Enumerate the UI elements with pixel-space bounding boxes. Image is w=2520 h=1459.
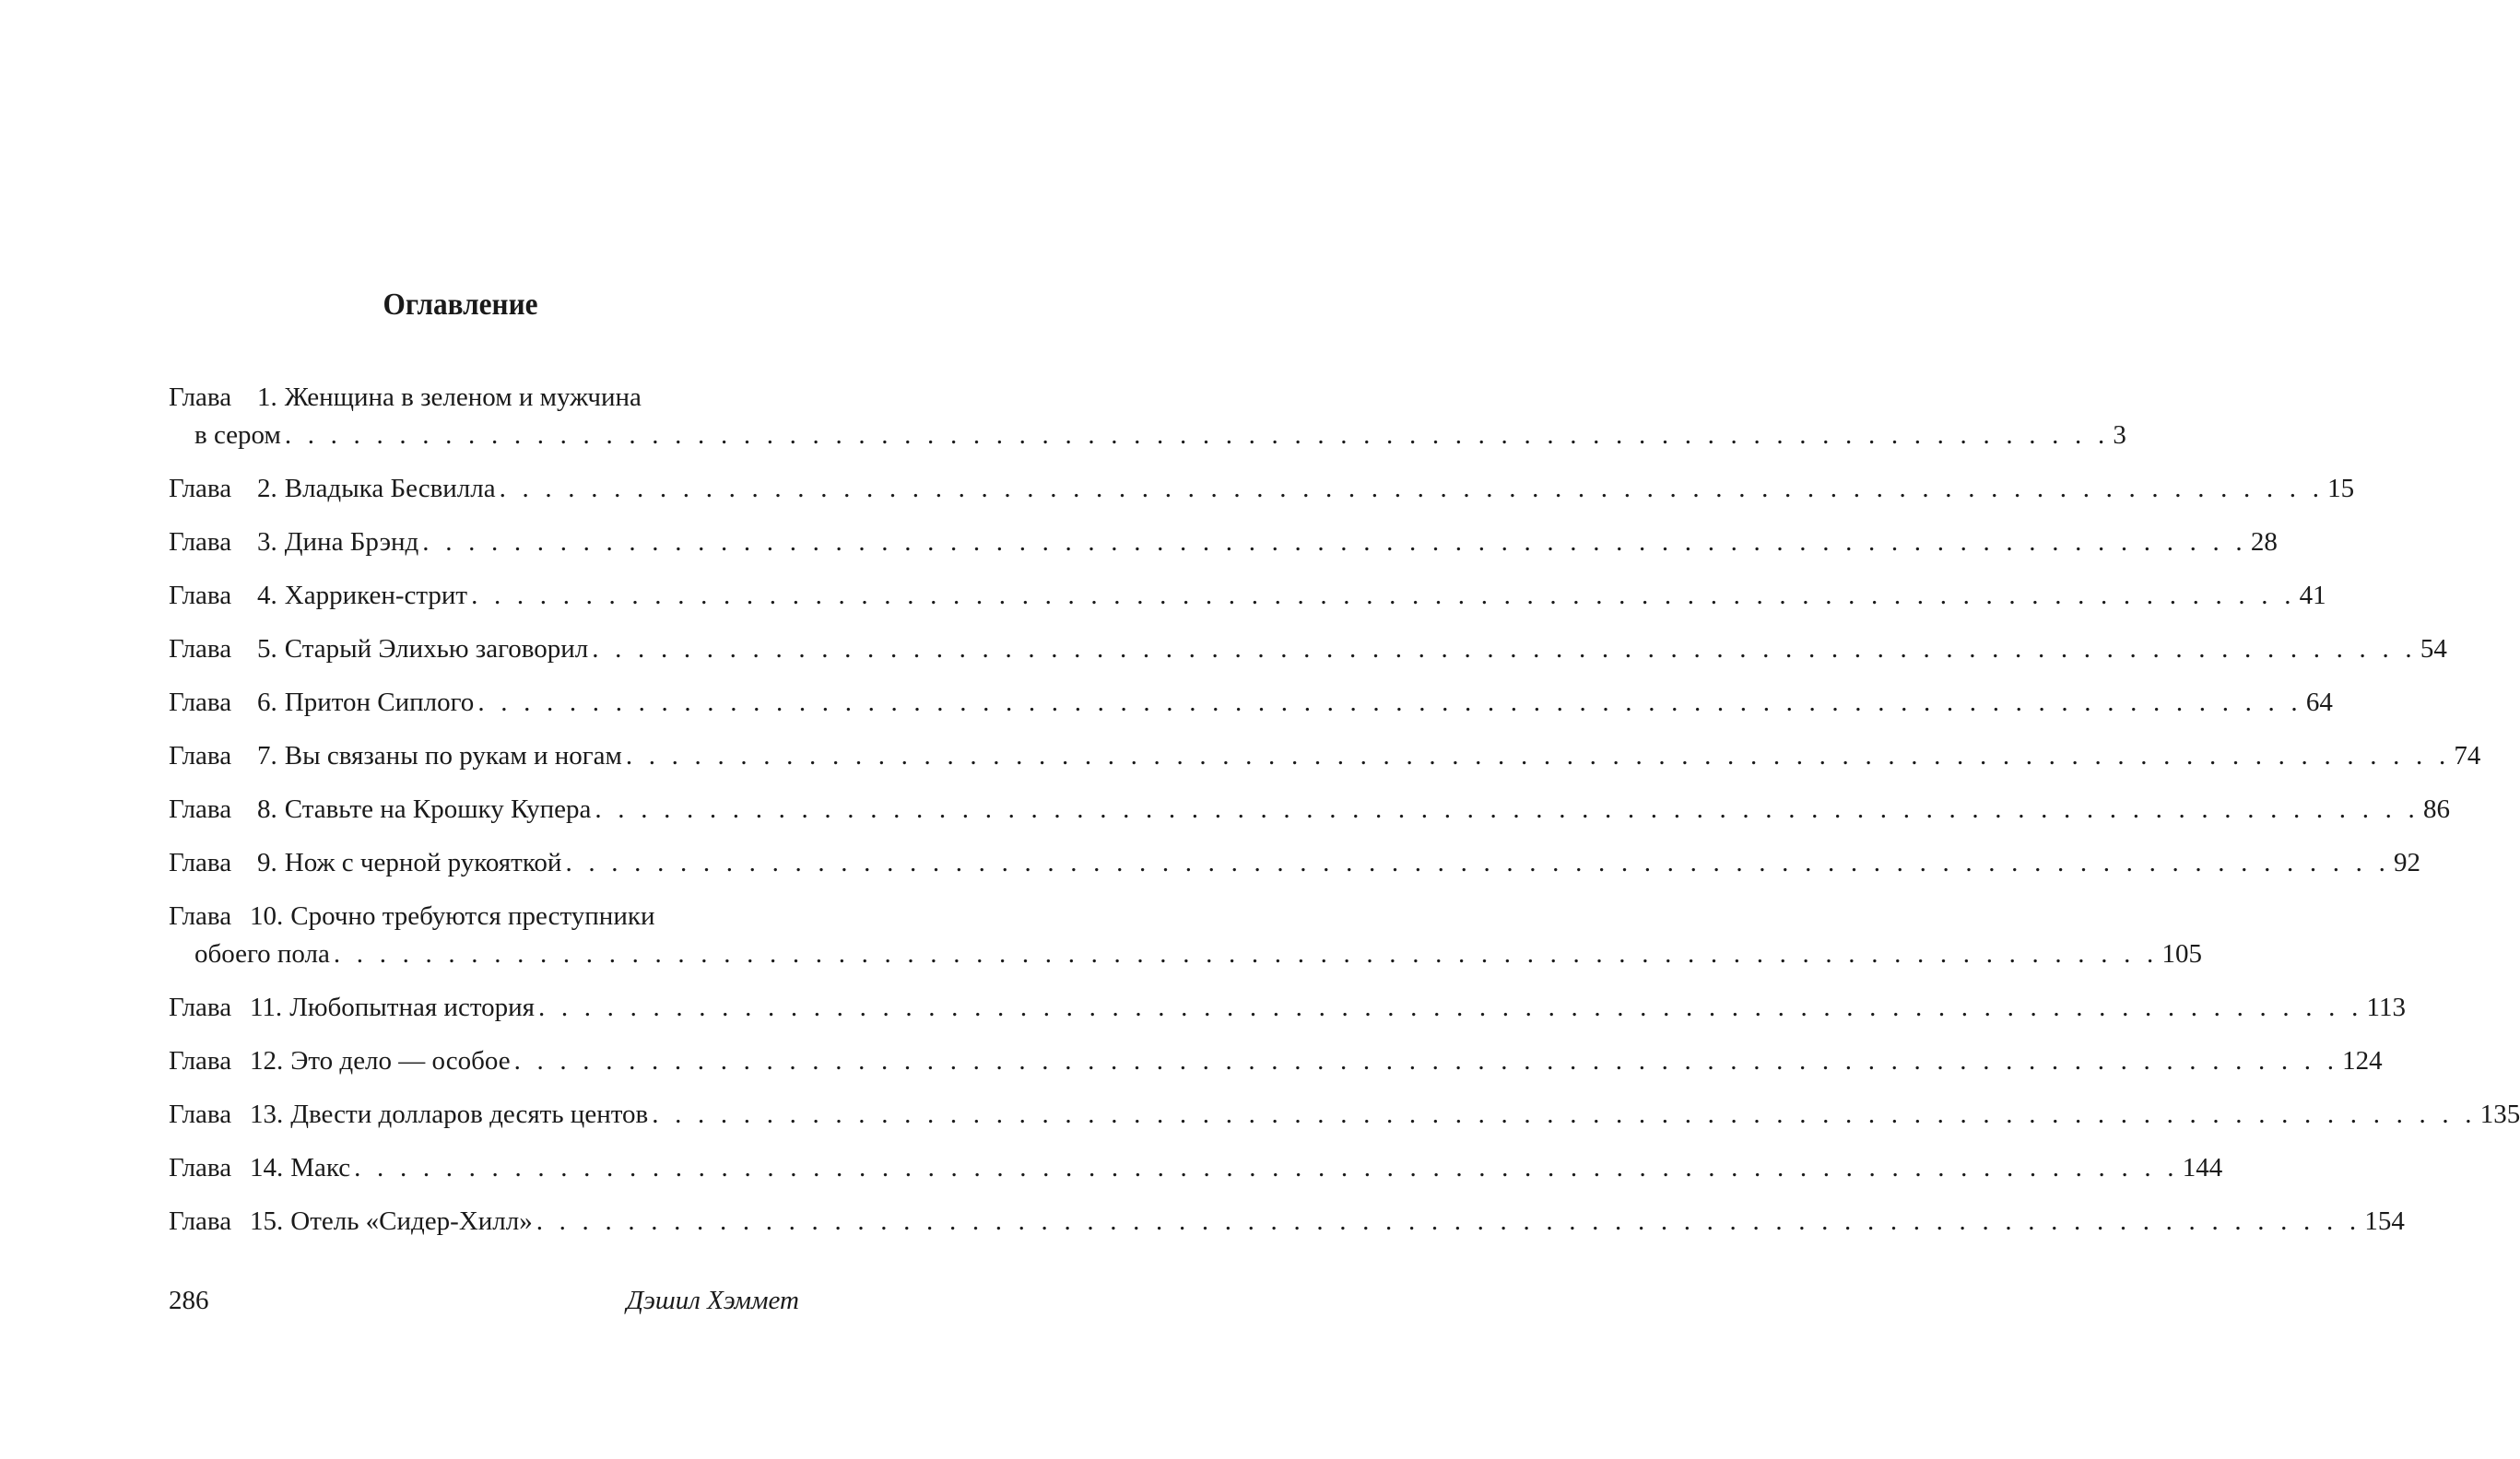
page-footer (169, 1286, 799, 1316)
chapter-page-number: 105 (2161, 939, 2202, 969)
chapter-title: Вы связаны по рукам и ногам (284, 741, 622, 771)
chapter-page-number: 135 (2479, 1100, 2520, 1129)
chapter-label: Глава (169, 794, 232, 824)
toc-entry-line (169, 1202, 2405, 1240)
chapter-title: Дина Брэнд (284, 527, 419, 557)
chapter-page-number: 113 (2366, 993, 2406, 1022)
chapter-number: 14. (250, 1153, 284, 1182)
chapter-title: в сером (194, 420, 281, 450)
toc-entry-line (169, 988, 2406, 1026)
chapter-title: обоего пола (194, 939, 330, 969)
chapter-title: Владыка Бесвилла (284, 474, 496, 503)
page-number: 286 (169, 1286, 209, 1315)
toc-entry-continuation (169, 935, 2202, 972)
leader-dots: . . . . . . . . . . . . . . . . . . . . . . . . . . . . . . . . . . . . . . . . . . . . . . . . . . . . . . . . . . . . . . . . . . . . . . . . . . . . . . . . (477, 688, 2302, 717)
chapter-number: 4. (257, 581, 277, 610)
leader-dots: . . . . . . . . . . . . . . . . . . . . . . . . . . . . . . . . . . . . . . . . . . . . . . . . . . . . . . . . . . . . . . . . . . . . . . . . . . . . . . . . (422, 527, 2247, 557)
toc-entry (169, 523, 2278, 560)
chapter-number: 5. (257, 634, 277, 664)
leader-dots: . . . . . . . . . . . . . . . . . . . . . . . . . . . . . . . . . . . . . . . . . . . . . . . . . . . . . . . . . . . . . . . . . . . . . . . . . . . . . . . . (536, 1206, 2361, 1236)
chapter-title: Отель «Сидер-Хилл» (290, 1206, 533, 1236)
chapter-page-number: 28 (2250, 527, 2278, 557)
chapter-label: Глава (169, 1153, 232, 1182)
page-title: Оглавление (383, 288, 538, 322)
chapter-title: Нож с черной рукояткой (284, 848, 562, 877)
leader-dots: . . . . . . . . . . . . . . . . . . . . . . . . . . . . . . . . . . . . . . . . . . . . . . . . . . . . . . . . . . . . . . . . . . . . . . . . . . . . . . . . (354, 1153, 2179, 1182)
chapter-title: Женщина в зеленом и мужчина (284, 382, 642, 412)
leader-dots: . . . . . . . . . . . . . . . . . . . . . . . . . . . . . . . . . . . . . . . . . . . . . . . . . . . . . . . . . . . . . . . . . . . . . . . . . . . . . . . . (333, 939, 2159, 969)
toc-entry (169, 378, 2126, 453)
toc-entry (169, 576, 2326, 614)
chapter-number: 9. (257, 848, 277, 877)
table-of-contents (169, 378, 2520, 1255)
chapter-page-number: 124 (2342, 1046, 2383, 1076)
leader-dots: . . . . . . . . . . . . . . . . . . . . . . . . . . . . . . . . . . . . . . . . . . . . . . . . . . . . . . . . . . . . . . . . . . . . . . . . . . . . . . . . (499, 474, 2325, 503)
chapter-title: Харрикен-стрит (284, 581, 468, 610)
toc-entry (169, 1148, 2223, 1186)
chapter-number: 10. (250, 901, 284, 931)
chapter-label: Глава (169, 688, 232, 717)
chapter-label: Глава (169, 848, 232, 877)
toc-entry (169, 897, 2202, 972)
chapter-page-number: 3 (2113, 420, 2126, 450)
toc-entry (169, 469, 2355, 507)
leader-dots: . . . . . . . . . . . . . . . . . . . . . . . . . . . . . . . . . . . . . . . . . . . . . . . . . . . . . . . . . . . . . . . . . . . . . . . . . . . . . . . . (471, 581, 2296, 610)
toc-entry-line (169, 736, 2481, 774)
chapter-label: Глава (169, 901, 232, 931)
toc-entry-line (169, 790, 2450, 828)
leader-dots: . . . . . . . . . . . . . . . . . . . . . . . . . . . . . . . . . . . . . . . . . . . . . . . . . . . . . . . . . . . . . . . . . . . . . . . . . . . . . . . . (513, 1046, 2339, 1076)
chapter-page-number: 154 (2364, 1206, 2405, 1236)
leader-dots: . . . . . . . . . . . . . . . . . . . . . . . . . . . . . . . . . . . . . . . . . . . . . . . . . . . . . . . . . . . . . . . . . . . . . . . . . . . . . . . . (565, 848, 2391, 877)
toc-entry-line (169, 1095, 2520, 1133)
toc-entry (169, 843, 2421, 881)
toc-entry-line (169, 576, 2326, 614)
chapter-number: 3. (257, 527, 277, 557)
chapter-label: Глава (169, 1046, 232, 1076)
toc-entry (169, 629, 2447, 667)
chapter-number: 11. (250, 993, 283, 1022)
toc-entry (169, 1202, 2405, 1240)
chapter-page-number: 144 (2182, 1153, 2223, 1182)
toc-entry-line (169, 629, 2447, 667)
chapter-page-number: 74 (2454, 741, 2481, 771)
chapter-page-number: 54 (2420, 634, 2447, 664)
chapter-label: Глава (169, 527, 232, 557)
toc-entry (169, 790, 2450, 828)
leader-dots: . . . . . . . . . . . . . . . . . . . . . . . . . . . . . . . . . . . . . . . . . . . . . . . . . . . . . . . . . . . . . . . . . . . . . . . . . . . . . . . . (284, 420, 2110, 450)
toc-entry-line (169, 1041, 2383, 1079)
chapter-title: Любопытная история (289, 993, 535, 1022)
toc-entry (169, 1041, 2383, 1079)
toc-entry (169, 988, 2406, 1026)
leader-dots: . . . . . . . . . . . . . . . . . . . . . . . . . . . . . . . . . . . . . . . . . . . . . . . . . . . . . . . . . . . . . . . . . . . . . . . . . . . . . . . . (595, 794, 2420, 824)
toc-entry (169, 683, 2333, 721)
chapter-label: Глава (169, 382, 232, 412)
chapter-number: 7. (257, 741, 277, 771)
chapter-page-number: 64 (2305, 688, 2333, 717)
chapter-title: Ставьте на Крошку Купера (284, 794, 592, 824)
chapter-number: 13. (250, 1100, 284, 1129)
toc-entry (169, 736, 2481, 774)
chapter-label: Глава (169, 1206, 232, 1236)
toc-entry (169, 1095, 2520, 1133)
toc-entry-line (169, 469, 2355, 507)
chapter-number: 2. (257, 474, 277, 503)
chapter-title: Срочно требуются преступники (290, 901, 655, 931)
chapter-label: Глава (169, 581, 232, 610)
running-author: Дэшил Хэммет (626, 1286, 799, 1315)
toc-entry-line (169, 1148, 2223, 1186)
chapter-page-number: 15 (2327, 474, 2355, 503)
chapter-title: Двести долларов десять центов (290, 1100, 649, 1129)
chapter-number: 6. (257, 688, 277, 717)
toc-entry-continuation (169, 416, 2126, 453)
chapter-number: 1. (257, 382, 277, 412)
chapter-title: Притон Сиплого (284, 688, 475, 717)
chapter-label: Глава (169, 741, 232, 771)
leader-dots: . . . . . . . . . . . . . . . . . . . . . . . . . . . . . . . . . . . . . . . . . . . . . . . . . . . . . . . . . . . . . . . . . . . . . . . . . . . . . . . . (592, 634, 2417, 664)
chapter-label: Глава (169, 634, 232, 664)
chapter-label: Глава (169, 993, 232, 1022)
chapter-number: 12. (250, 1046, 284, 1076)
leader-dots: . . . . . . . . . . . . . . . . . . . . . . . . . . . . . . . . . . . . . . . . . . . . . . . . . . . . . . . . . . . . . . . . . . . . . . . . . . . . . . . . (537, 993, 2363, 1022)
chapter-title: Это дело — особое (290, 1046, 511, 1076)
chapter-number: 8. (257, 794, 277, 824)
leader-dots: . . . . . . . . . . . . . . . . . . . . . . . . . . . . . . . . . . . . . . . . . . . . . . . . . . . . . . . . . . . . . . . . . . . . . . . . . . . . . . . . (652, 1100, 2477, 1129)
chapter-label: Глава (169, 1100, 232, 1129)
chapter-number: 15. (250, 1206, 284, 1236)
chapter-page-number: 86 (2422, 794, 2450, 824)
leader-dots: . . . . . . . . . . . . . . . . . . . . . . . . . . . . . . . . . . . . . . . . . . . . . . . . . . . . . . . . . . . . . . . . . . . . . . . . . . . . . . . . (625, 741, 2451, 771)
chapter-title: Старый Элихью заговорил (284, 634, 589, 664)
chapter-label: Глава (169, 474, 232, 503)
chapter-page-number: 41 (2299, 581, 2326, 610)
chapter-page-number: 92 (2394, 848, 2421, 877)
toc-entry-line (169, 683, 2333, 721)
toc-entry-line (169, 897, 799, 935)
toc-entry-line (169, 843, 2421, 881)
toc-entry-line (169, 378, 799, 416)
chapter-title: Макс (290, 1153, 351, 1182)
toc-entry-line (169, 523, 2278, 560)
